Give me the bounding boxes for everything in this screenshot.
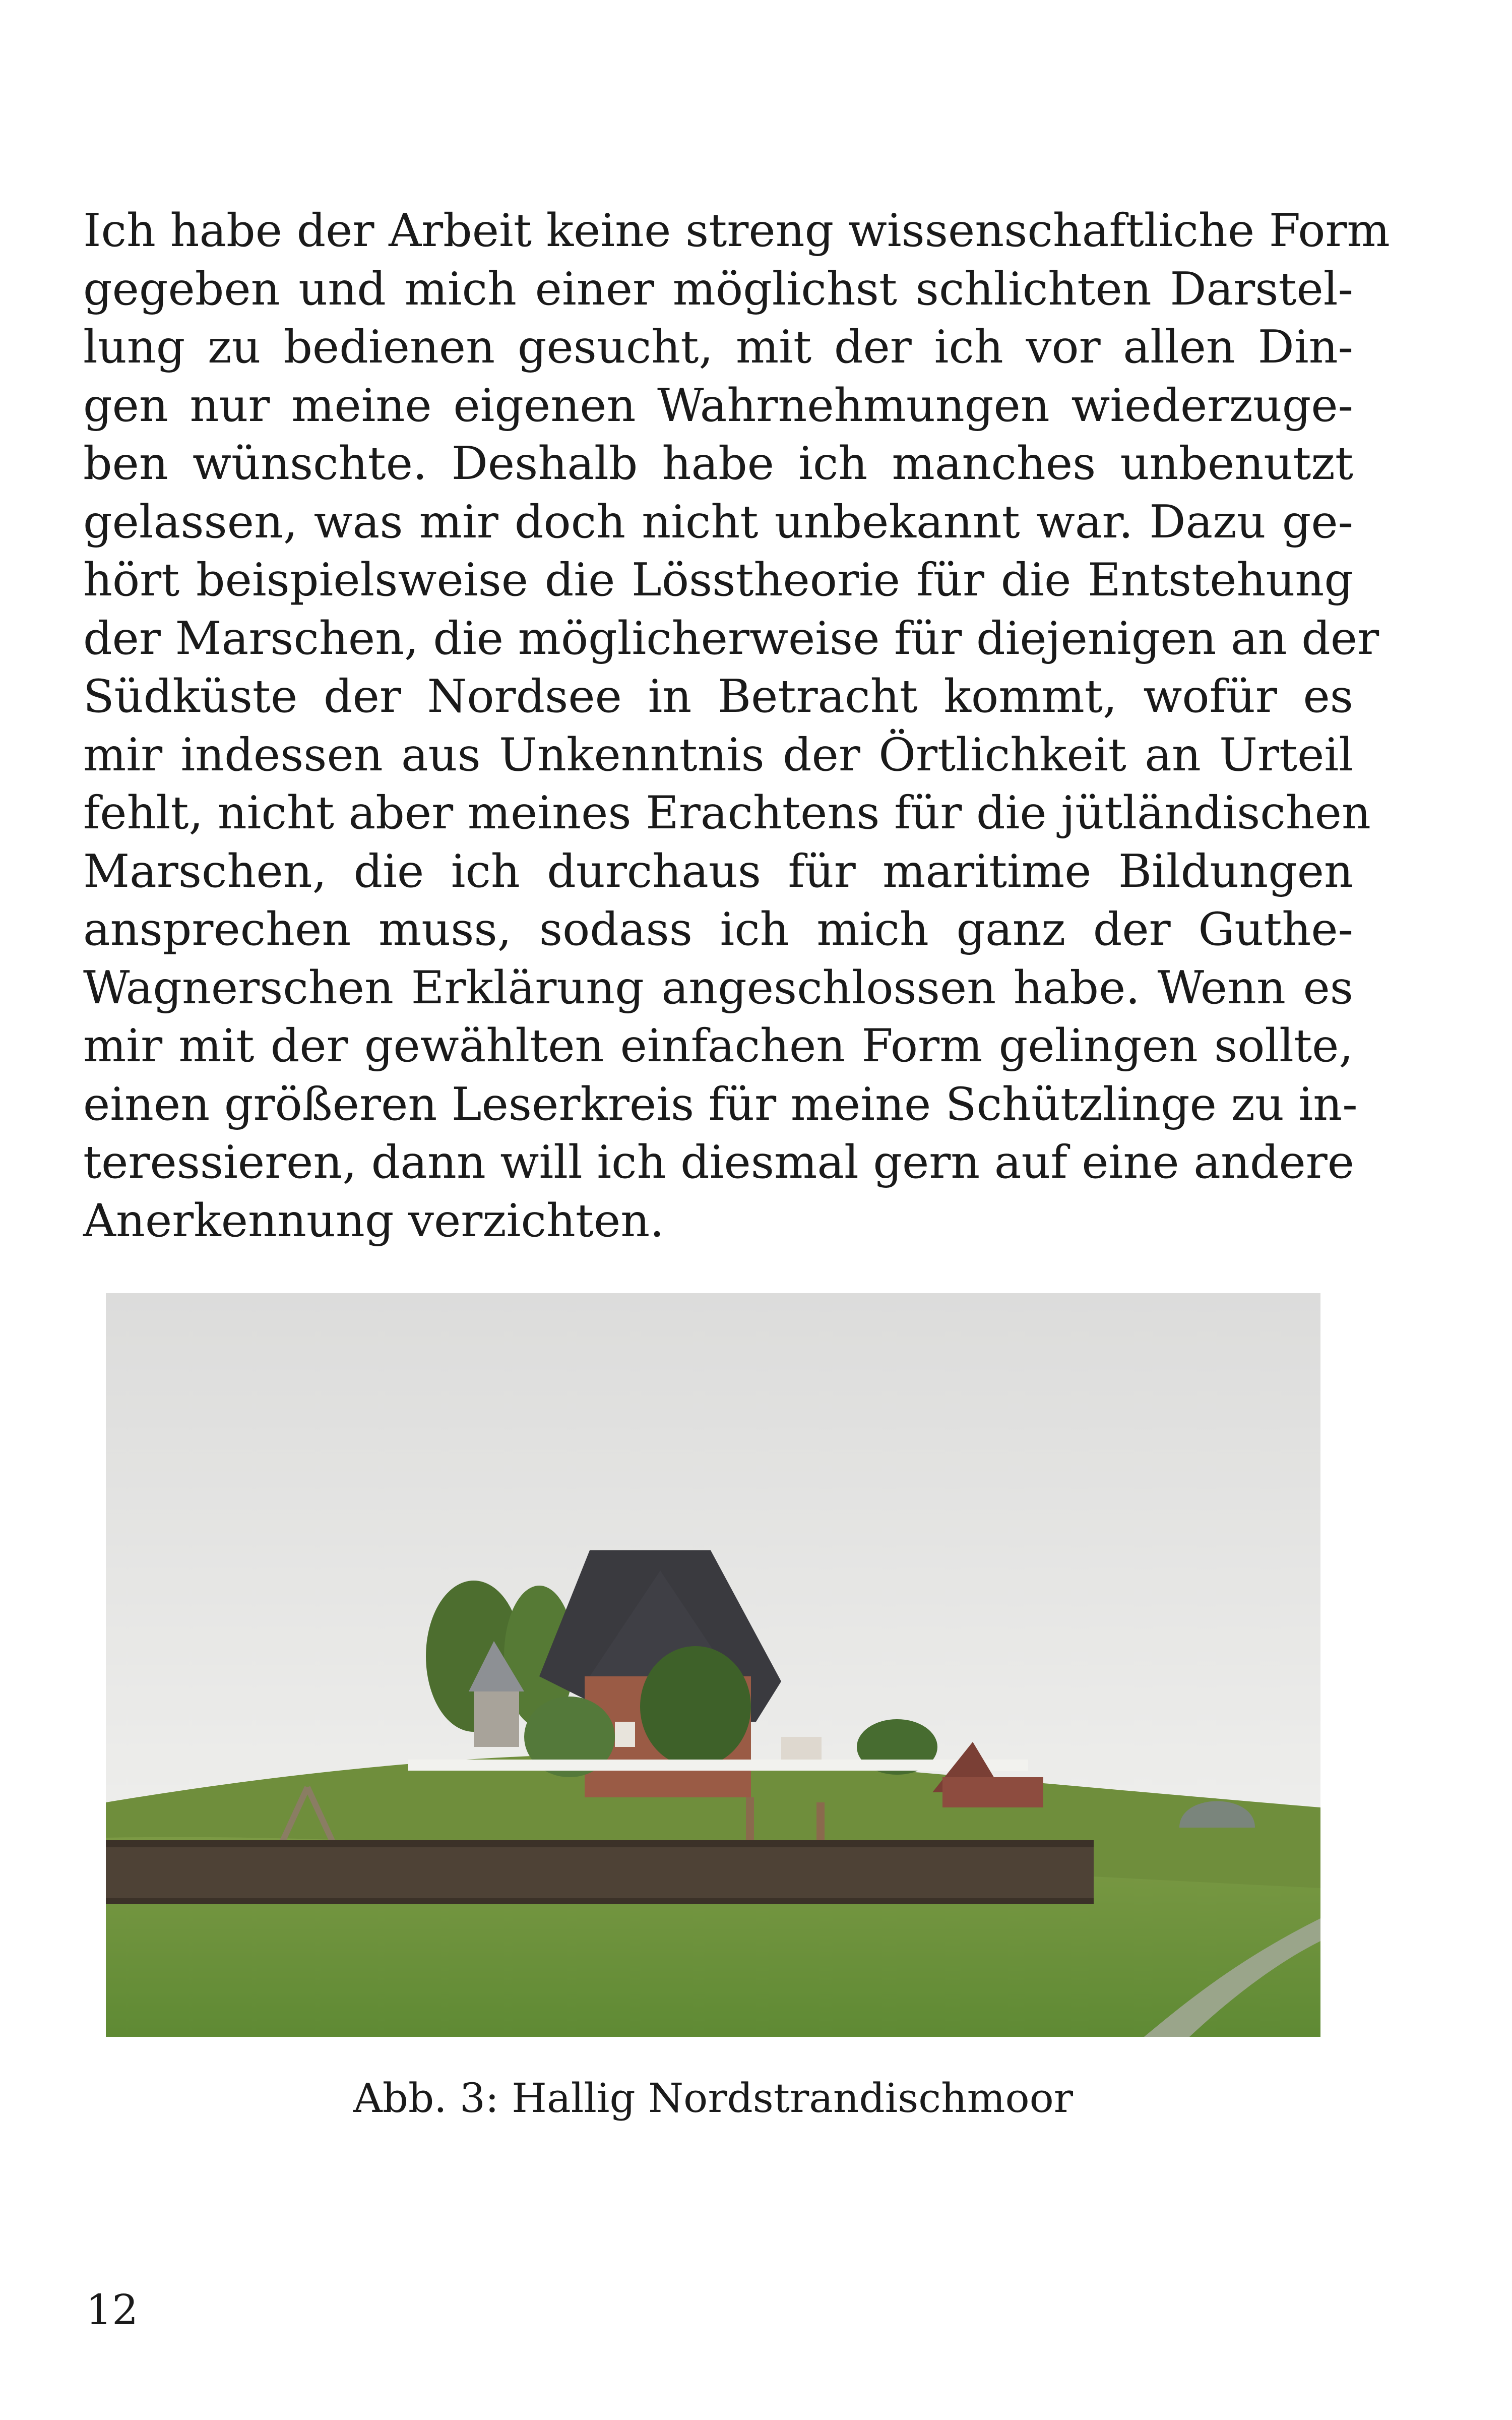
- text-line: Südküste der Nordsee in Betracht kommt, wofür es: [83, 670, 1353, 723]
- figure-caption: Abb. 3: Hallig Nordstrandischmoor: [353, 2075, 1074, 2122]
- text-line: mir mit der gewählten einfachen Form gelingen sollte,: [83, 1019, 1353, 1072]
- text-line: lung zu bedienen gesucht, mit der ich vor allen Din-: [83, 321, 1353, 374]
- text-line: einen größeren Leserkreis für meine Schützlinge zu in-: [83, 1077, 1358, 1131]
- text-line: gelassen, was mir doch nicht unbekannt war. Dazu ge-: [83, 495, 1353, 549]
- text-line: der Marschen, die möglicherweise für diejenigen an der: [83, 612, 1379, 665]
- text-line: gegeben und mich einer möglichst schlichten Darstel-: [83, 262, 1353, 316]
- text-line: hört beispielsweise die Lösstheorie für die Entstehung: [83, 554, 1353, 607]
- text-line: mir indessen aus Unkenntnis der Örtlichkeit an Urteil: [83, 728, 1353, 781]
- gazebo-body: [474, 1691, 519, 1747]
- text-line: gen nur meine eigenen Wahrnehmungen wiederzuge-: [83, 379, 1353, 432]
- page-number: 12: [86, 2286, 139, 2334]
- tree: [640, 1646, 751, 1767]
- distant-house-wall: [942, 1777, 1043, 1807]
- figure-photo-hallig: [106, 1293, 1320, 2037]
- text-line: ben wünschte. Deshalb habe ich manches unbenutzt: [83, 437, 1353, 490]
- text-line: Wagnerschen Erklärung angeschlossen habe. Wenn es: [83, 961, 1353, 1014]
- text-line: Anerkennung verzichten.: [83, 1194, 664, 1247]
- text-line: Marschen, die ich durchaus für maritime Bildungen: [83, 844, 1353, 898]
- text-line: fehlt, nicht aber meines Erachtens für die jütländischen: [83, 786, 1371, 839]
- palisade-fence: [106, 1845, 1094, 1903]
- text-line: ansprechen muss, sodass ich mich ganz der Guthe-: [83, 903, 1353, 956]
- text-line: Ich habe der Arbeit keine streng wissenschaftliche Form: [83, 204, 1390, 257]
- landscape-photo: [106, 1293, 1320, 2037]
- text-line: teressieren, dann will ich diesmal gern auf eine andere: [83, 1136, 1355, 1189]
- body-paragraph: [83, 202, 1390, 1250]
- house-window: [615, 1722, 635, 1747]
- white-fence: [408, 1760, 1028, 1771]
